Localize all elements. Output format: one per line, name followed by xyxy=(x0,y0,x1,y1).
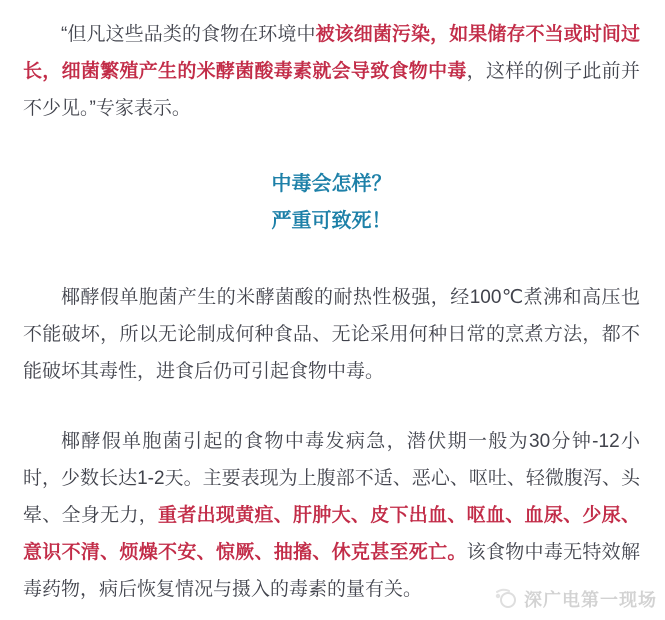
paragraph-heat-resistance: 椰酵假单胞菌产生的米酵菌酸的耐热性极强，经100℃煮沸和高压也不能破坏，所以无论制成何种食品、无论采用何种日常的烹煮方法，都不能破坏其毒性，进食后仍可引起食物中毒。 xyxy=(23,287,640,382)
quote-text-end: ，这样的例子此前并不少见。”专家表示。 xyxy=(23,61,640,119)
quote-emphasis-text: 被该细菌污染，如果储存不当或时间过长，细菌繁殖产生的米酵菌酸毒素就会导致食物中毒 xyxy=(23,24,640,82)
symptoms-emphasis-text: 重者出现黄疸、肝肿大、皮下出血、呕血、血尿、少尿、意识不清、烦燥不安、惊厥、抽搐、休克甚至死亡。 xyxy=(23,505,640,563)
headline-fatal-warning: 严重可致死！ xyxy=(271,210,392,232)
watermark xyxy=(493,586,657,612)
paragraph-symptoms xyxy=(23,423,640,608)
broadcaster-logo-icon xyxy=(493,586,519,612)
paragraph-expert-quote xyxy=(23,16,640,127)
section-heading xyxy=(23,166,640,240)
watermark-text: 深广电第一现场 xyxy=(524,590,657,610)
quote-text-start: “但凡这些品类的食物在环境中 xyxy=(61,24,316,45)
headline-poisoning-question: 中毒会怎样？ xyxy=(271,173,392,195)
symptoms-text-end: 该食物中毒无特效解毒药物，病后恢复情况与摄入的毒素的量有关。 xyxy=(23,542,640,600)
symptoms-text-start: 椰酵假单胞菌引起的食物中毒发病急，潜伏期一般为30分钟-12小时，少数长达1-2天。主要表现为上腹部不适、恶心、呕吐、轻微腹泻、头晕、全身无力， xyxy=(23,431,640,526)
